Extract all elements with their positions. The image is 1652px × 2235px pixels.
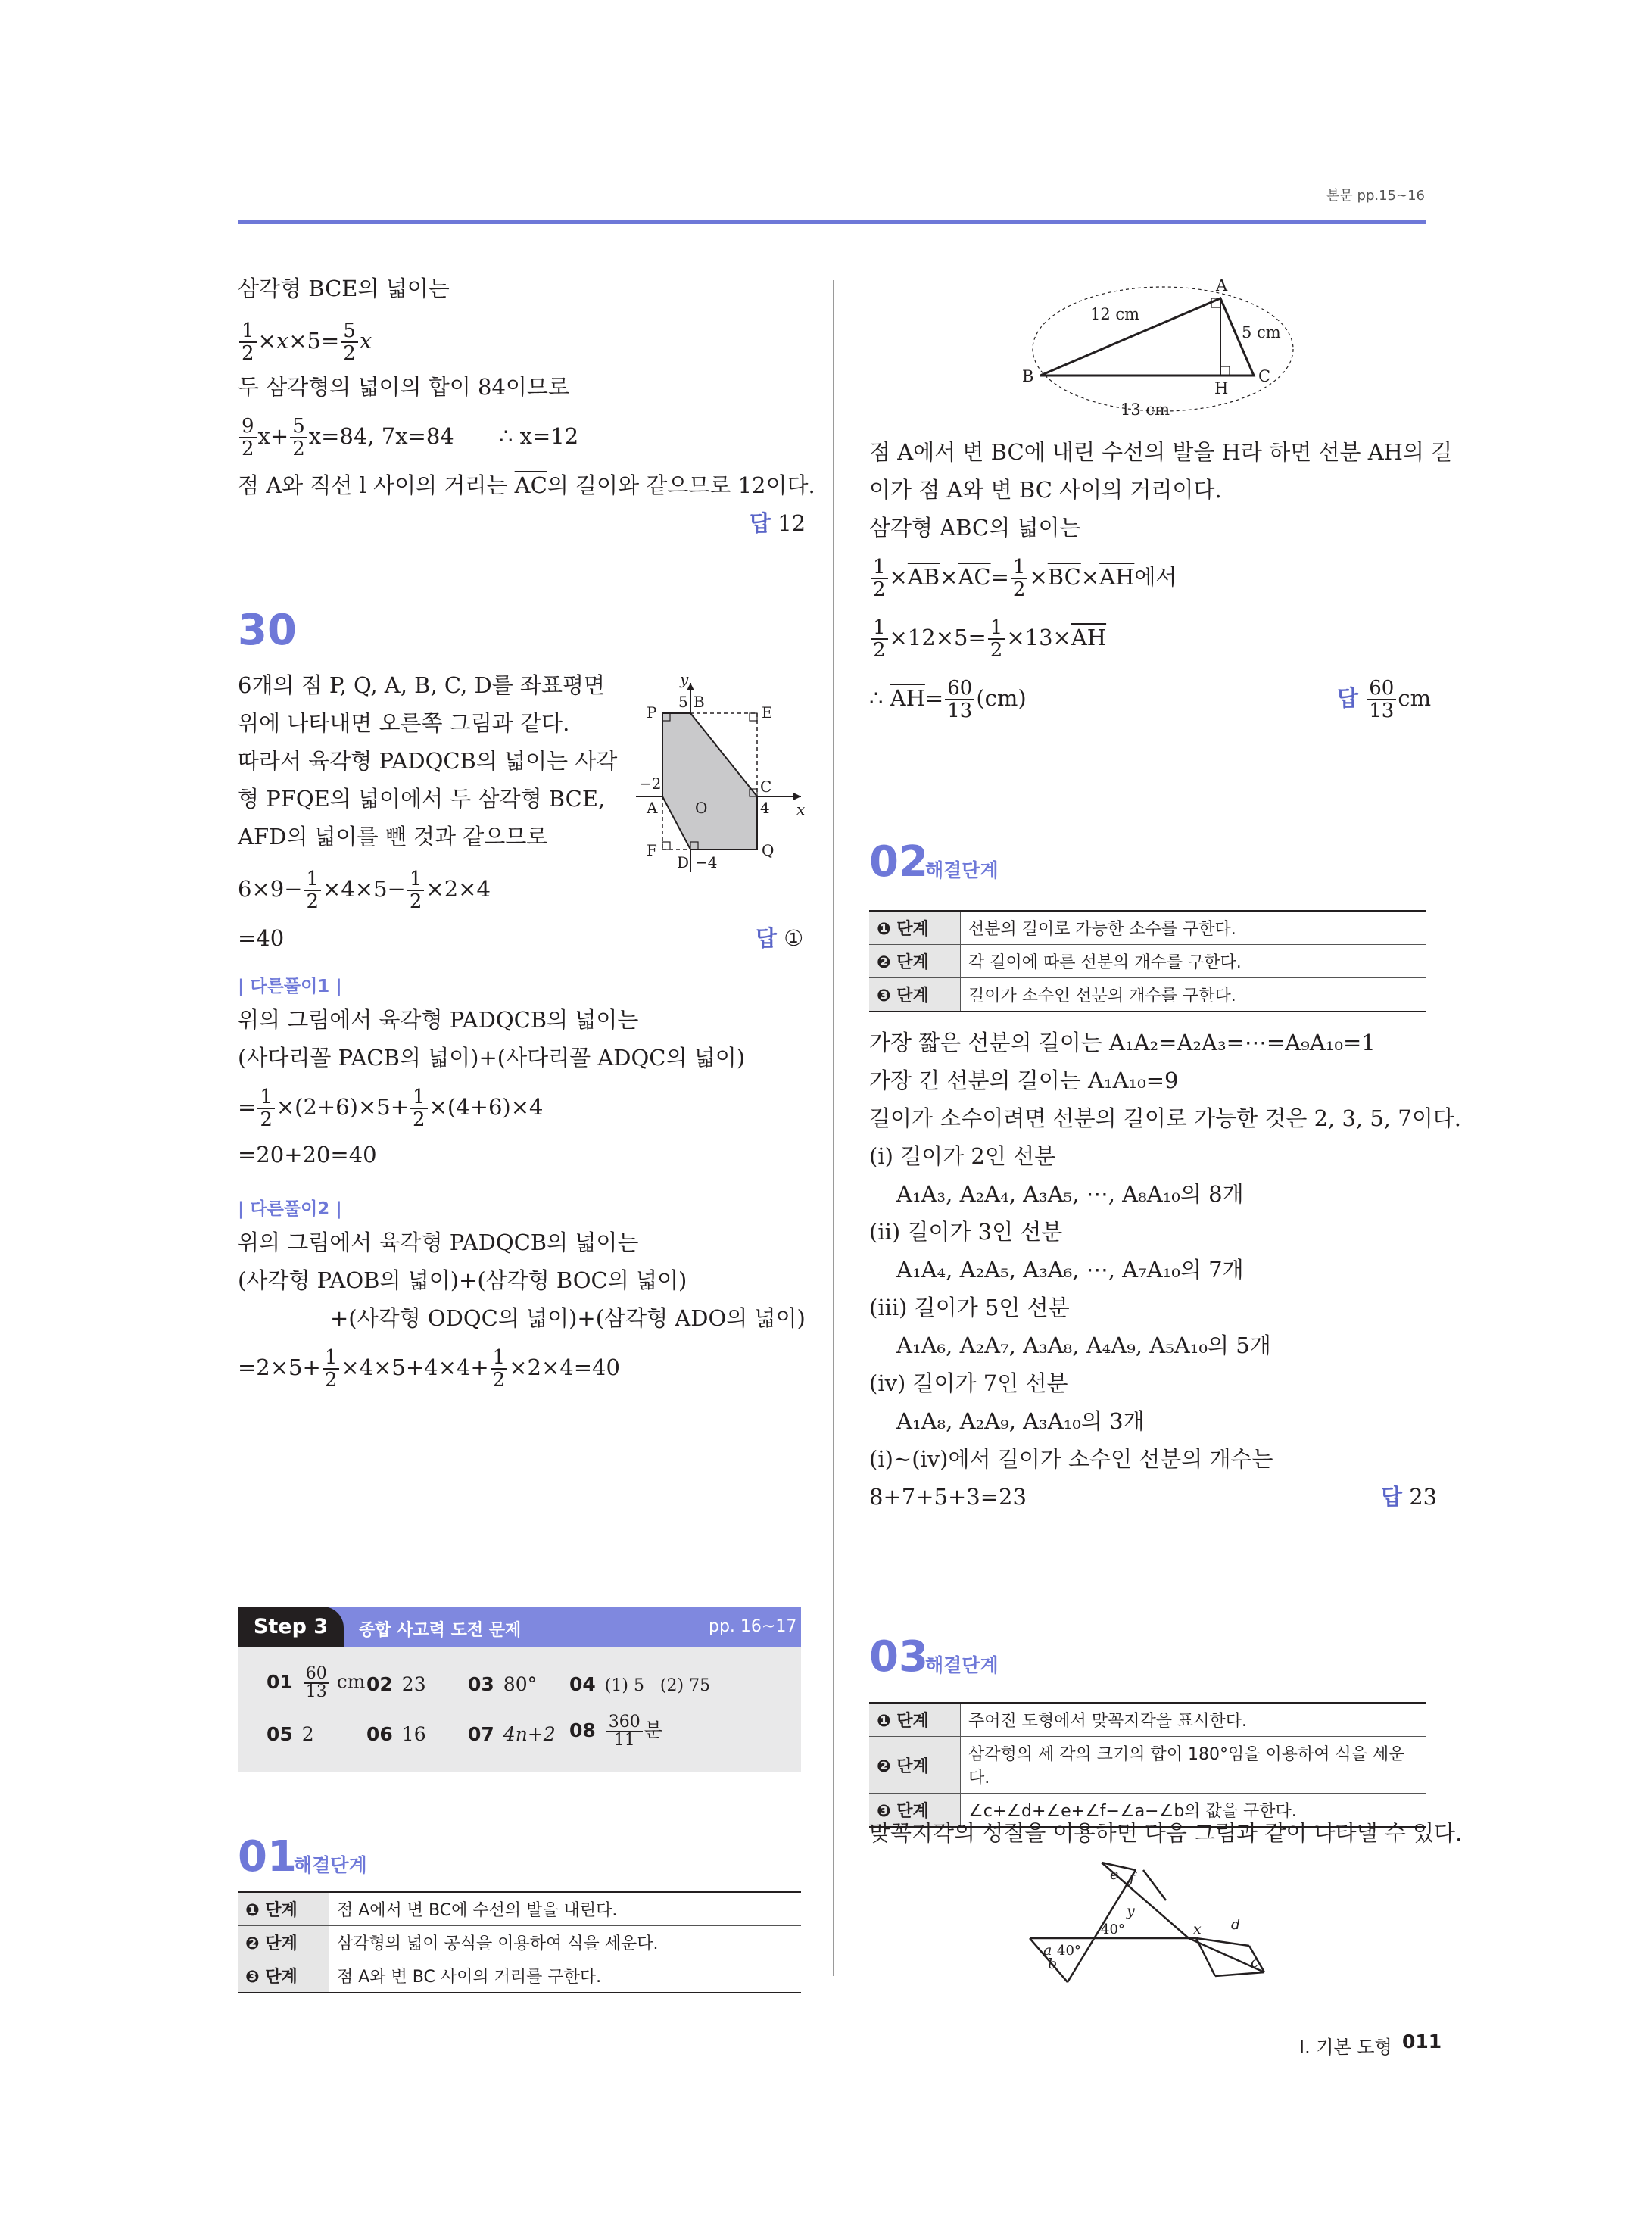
q02-case-2: (ⅱ) 길이가 3인 선분 <box>869 1219 1063 1245</box>
step-desc: 각 길이에 따른 선분의 개수를 구한다. <box>961 945 1427 978</box>
table-row <box>869 978 1426 1012</box>
pt-E: E <box>762 703 773 722</box>
answer-12 <box>750 504 806 542</box>
pt-D: D <box>677 853 690 871</box>
step3-answer-02 <box>366 1673 426 1695</box>
problem-01-label: 해결단계 <box>294 1854 367 1876</box>
step3-pages: pp. 16~17 <box>709 1617 797 1636</box>
step3-badge: Step 3 <box>238 1607 344 1647</box>
p3-a: 점 A와 직선 l 사이의 거리는 <box>238 472 515 498</box>
seg-AC: $\overline{AC}$ <box>958 564 991 590</box>
a05-val: 2 <box>301 1723 314 1745</box>
r5b: ×13× <box>1006 625 1071 650</box>
table-row <box>238 1959 801 1993</box>
alt1-line-3: = $\frac{1}{2}$ ×(2+6)×5+ $\frac{1}{2}$ ×(4+6)×4 <box>238 1086 544 1131</box>
tick-neg4: −4 <box>695 853 718 871</box>
alt2-line-1: 위의 그림에서 육각형 PADQCB의 넓이는 <box>238 1230 639 1255</box>
step-desc: 삼각형의 넓이 공식을 이용하여 식을 세운다. <box>329 1926 802 1959</box>
tri-B: B <box>1022 367 1034 385</box>
q30-result: =40 <box>238 925 285 951</box>
angles-figure <box>1022 1855 1280 1999</box>
table-row <box>238 1892 801 1926</box>
angle-x: x <box>1193 1921 1202 1937</box>
pt-B: B <box>694 693 705 711</box>
p3-ac: $\overline{AC}$ <box>514 472 547 498</box>
q02-case-3: (ⅲ) 길이가 5인 선분 <box>869 1295 1070 1320</box>
table-row <box>869 945 1426 978</box>
tri-A: A <box>1216 277 1228 295</box>
alt2-l4b: ×4×5+4×4+ <box>341 1354 489 1380</box>
r4e: = <box>990 564 1009 590</box>
q02-case-1: (ⅰ) 길이가 2인 선분 <box>869 1143 1056 1169</box>
step-key: ❸ 단계 <box>238 1959 329 1993</box>
problem-30-number: 30 <box>238 606 297 655</box>
axis-y-label: y <box>680 674 689 688</box>
a08-unit: 분 <box>644 1719 662 1741</box>
pt-C: C <box>760 778 772 796</box>
right-text-1: 점 A에서 변 BC에 내린 수선의 발을 H라 하면 선분 AH의 길 <box>869 439 1453 465</box>
tri-ans-unit: cm <box>1398 685 1432 711</box>
step-key: ❶ 단계 <box>869 1703 961 1737</box>
q02-ans-value: 23 <box>1409 1484 1438 1510</box>
q30-ans-value: ① <box>784 925 804 951</box>
seg-AH-2: $\overline{AH}$ <box>1071 625 1107 650</box>
step-key: ❶ 단계 <box>238 1892 329 1926</box>
pt-O: O <box>695 799 708 817</box>
step-desc: 주어진 도형에서 맞꼭지각을 표시한다. <box>961 1703 1427 1737</box>
q30-line-1: 6개의 점 P, Q, A, B, C, D를 좌표평면 <box>238 672 606 698</box>
alt2-label: 다른풀이2 <box>250 1199 330 1219</box>
right-eq-1: $\frac{1}{2}$ $\times\overline{AB}\times\overline{AC}=$ $\frac{1}{2}$ $\times\overline{BC}\times\overline{AH}$에서 <box>869 556 1177 600</box>
r4a: × <box>889 564 908 590</box>
angle-c: c <box>1251 1954 1259 1971</box>
q02-case-3-values: A₁A₆, A₂A₇, A₃A₈, A₄A₉, A₅A₁₀의 5개 <box>896 1333 1271 1358</box>
a01-num: 01 <box>267 1670 293 1693</box>
step3-answer-03 <box>468 1673 537 1695</box>
pt-A: A <box>647 799 658 817</box>
alt1-l3c: ×(4+6)×4 <box>429 1094 544 1120</box>
r5a: ×12×5= <box>889 625 987 650</box>
calc-start: 6×9− <box>238 876 303 902</box>
step3-answer-01: 01 $\frac{60}{13}$ cm <box>267 1664 366 1701</box>
angle-d: d <box>1231 1916 1241 1933</box>
ans-label: 답 <box>750 510 771 536</box>
q02-longest: 가장 긴 선분의 길이는 A₁A₁₀=9 <box>869 1068 1179 1093</box>
r4j: 에서 <box>1134 564 1177 590</box>
angle-a: a <box>1043 1942 1052 1959</box>
step3-answer-05 <box>267 1723 314 1745</box>
step-desc: 삼각형의 세 각의 크기의 합이 180°임을 이용하여 식을 세운다. <box>961 1737 1427 1794</box>
pt-F: F <box>647 841 657 859</box>
a02-num: 02 <box>366 1673 393 1695</box>
seg-AB: $\overline{AB}$ <box>907 564 940 590</box>
a07-val: 4n+2 <box>503 1723 556 1745</box>
problem-01-steps-table <box>238 1891 801 1993</box>
axis-x-label: x <box>796 800 806 818</box>
right-eq-2: $\frac{1}{2}$ ×12×5= $\frac{1}{2}$ $\times 13\times\overline{AH}$ <box>869 616 1106 661</box>
a05-num: 05 <box>267 1723 293 1745</box>
alt2-line-4: =2×5+ $\frac{1}{2}$ ×4×5+4×4+ $\frac{1}{2}$ ×2×4=40 <box>238 1346 620 1392</box>
q03-text: 맞꼭지각의 성질을 이용하면 다음 그림과 같이 나타낼 수 있다. <box>869 1820 1463 1846</box>
problem-03-label: 해결단계 <box>925 1654 999 1676</box>
a01-unit: cm <box>336 1670 366 1693</box>
step-key: ❶ 단계 <box>869 911 961 945</box>
step-desc: 길이가 소수인 선분의 개수를 구한다. <box>961 978 1427 1012</box>
angle-y: y <box>1127 1903 1135 1919</box>
step-desc: 선분의 길이로 가능한 소수를 구한다. <box>961 911 1427 945</box>
q02-sum-2: 8+7+5+3=23 <box>869 1484 1027 1510</box>
step-desc: 점 A와 변 BC 사이의 거리를 구한다. <box>329 1959 802 1993</box>
q02-sum-1: (ⅰ)~(ⅳ)에서 길이가 소수인 선분의 개수는 <box>869 1446 1273 1472</box>
alt2-line-3: +(사각형 ODQC의 넓이)+(삼각형 ADO의 넓이) <box>330 1305 806 1331</box>
q30-answer <box>756 919 803 957</box>
eq1-rhs: x <box>359 328 372 354</box>
alt1-l3a: = <box>238 1094 257 1120</box>
left-text-2: 두 삼각형의 넓이의 합이 84이므로 <box>238 374 569 400</box>
header-rule <box>238 220 1426 224</box>
left-eq-1: $\frac{1}{2}$ ×x×5= $\frac{5}{2}$ x <box>238 320 372 364</box>
q30-line-3: 따라서 육각형 PADQCB의 넓이는 사각 <box>238 748 618 774</box>
alt1-label: 다른풀이1 <box>250 977 330 996</box>
alt-solution-1-title: | 다른풀이1 | <box>238 977 342 996</box>
seg-BC: $\overline{BC}$ <box>1047 564 1081 590</box>
q02-shortest: 가장 짧은 선분의 길이는 A₁A₂=A₂A₃=⋯=A₉A₁₀=1 <box>869 1030 1376 1055</box>
a04-num: 04 <box>569 1673 596 1695</box>
right-eq-3: ∴ $\overline{AH}=$ $\frac{60}{13}$ (cm) <box>869 677 1027 722</box>
step-desc: ∠c+∠d+∠e+∠f−∠a−∠b의 값을 구한다. <box>961 1794 1427 1828</box>
q30-line-2: 위에 나타내면 오른쪽 그림과 같다. <box>238 710 570 736</box>
alt1-line-2: (사다리꼴 PACB의 넓이)+(사다리꼴 ADQC의 넓이) <box>238 1045 746 1071</box>
alt1-line-4: =20+20=40 <box>238 1142 377 1167</box>
tick-5: 5 <box>678 693 688 711</box>
page-number: 011 <box>1402 2031 1442 2053</box>
table-row <box>238 1926 801 1959</box>
table-row <box>869 1737 1426 1794</box>
left-eq-2: $\frac{9}{2}$ x+ $\frac{5}{2}$ x=84, 7x=84 ∴ x=12 <box>238 415 578 460</box>
r4c: × <box>940 564 958 590</box>
a03-val: 80° <box>503 1673 538 1695</box>
tri-13cm: 13 cm <box>1121 401 1170 419</box>
q30-calc: 6×9− $\frac{1}{2}$ ×4×5− $\frac{1}{2}$ ×2×4 <box>238 868 491 913</box>
eq2-a: x+ <box>257 423 289 449</box>
step3-answer-04 <box>569 1673 710 1695</box>
tick-neg2: −2 <box>639 775 662 793</box>
step-desc: 점 A에서 변 BC에 수선의 발을 내린다. <box>329 1892 802 1926</box>
pt-P: P <box>647 703 657 722</box>
q02-answer <box>1381 1478 1437 1516</box>
table-row <box>869 911 1426 945</box>
pt-Q: Q <box>762 841 775 859</box>
tri-ans-label: 답 <box>1337 685 1359 711</box>
triangle-answer: 답 $\frac{60}{13}$ cm <box>1337 677 1432 722</box>
step-key: ❷ 단계 <box>869 945 961 978</box>
a06-val: 16 <box>401 1723 426 1745</box>
step-key: ❸ 단계 <box>869 1794 961 1828</box>
angle-40-top: 40° <box>1101 1922 1125 1937</box>
problem-01-number: 01 <box>238 1832 297 1881</box>
r6c: = <box>924 685 944 711</box>
angle-f: f <box>1130 1869 1136 1886</box>
r6d: (cm) <box>976 685 1027 711</box>
angle-b: b <box>1048 1956 1058 1972</box>
seg-AH-3: $\overline{AH}$ <box>890 685 925 711</box>
problem-02-label: 해결단계 <box>925 859 999 881</box>
a02-val: 23 <box>401 1673 426 1695</box>
step3-answer-08: 08 $\frac{360}{11}$ 분 <box>569 1713 662 1750</box>
r4h: × <box>1080 564 1100 590</box>
ans-value: 12 <box>778 510 806 536</box>
tri-5cm: 5 cm <box>1242 323 1281 341</box>
q02-case-1-values: A₁A₃, A₂A₄, A₃A₅, ⋯, A₈A₁₀의 8개 <box>896 1181 1244 1207</box>
a03-num: 03 <box>468 1673 494 1695</box>
left-text-3 <box>238 466 815 504</box>
problem-03-steps-table <box>869 1702 1426 1828</box>
angle-40-bottom: 40° <box>1057 1943 1081 1959</box>
tri-12cm: 12 cm <box>1090 305 1140 323</box>
q02-ans-label: 답 <box>1381 1484 1403 1510</box>
problem-03-number: 03 <box>869 1632 928 1682</box>
step-key: ❸ 단계 <box>869 978 961 1012</box>
q30-line-4: 형 PFQE의 넓이에서 두 삼각형 BCE, <box>238 786 606 812</box>
left-text-1: 삼각형 BCE의 넓이는 <box>238 276 450 301</box>
step-key: ❷ 단계 <box>238 1926 329 1959</box>
q02-possible: 길이가 소수이려면 선분의 길이로 가능한 것은 2, 3, 5, 7이다. <box>869 1105 1461 1131</box>
eq2-c: ∴ x=12 <box>498 423 579 449</box>
triangle-figure <box>1015 277 1302 421</box>
tri-C: C <box>1258 367 1271 385</box>
step3-answer-07 <box>468 1723 556 1745</box>
angle-e: e <box>1110 1866 1119 1883</box>
a08-num: 08 <box>569 1719 596 1741</box>
therefore: ∴ <box>869 685 890 711</box>
alt1-l3b: ×(2+6)×5+ <box>276 1094 410 1120</box>
alt2-l4a: =2×5+ <box>238 1354 321 1380</box>
right-text-2: 이가 점 A와 변 BC 사이의 거리이다. <box>869 477 1222 503</box>
p3-c: 의 길이와 같으므로 12이다. <box>547 472 815 498</box>
q02-case-2-values: A₁A₄, A₂A₅, A₃A₆, ⋯, A₇A₁₀의 7개 <box>896 1257 1244 1283</box>
coordinate-graph <box>628 674 810 878</box>
footer-chapter: Ⅰ. 기본 도형 <box>1299 2037 1392 2058</box>
a07-num: 07 <box>468 1723 494 1745</box>
a04-val: (1) 5 (2) 75 <box>604 1676 711 1695</box>
q02-case-4-values: A₁A₈, A₂A₉, A₃A₁₀의 3개 <box>896 1408 1145 1434</box>
step3-title: 종합 사고력 도전 문제 <box>359 1621 522 1640</box>
page-ref: 본문 pp.15~16 <box>1326 188 1425 204</box>
column-divider <box>833 280 834 1976</box>
step3-answer-06 <box>366 1723 426 1745</box>
a06-num: 06 <box>366 1723 393 1745</box>
step-key: ❷ 단계 <box>869 1737 961 1794</box>
q30-ans-label: 답 <box>756 925 778 951</box>
alt2-l4c: ×2×4=40 <box>509 1354 620 1380</box>
tri-H: H <box>1214 379 1229 397</box>
calc-end: ×2×4 <box>425 876 491 902</box>
alt2-line-2: (사각형 PAOB의 넓이)+(삼각형 BOC의 넓이) <box>238 1267 687 1293</box>
seg-AH: $\overline{AH}$ <box>1099 564 1135 590</box>
alt-solution-2-title: | 다른풀이2 | <box>238 1199 342 1219</box>
problem-02-steps-table <box>869 910 1426 1012</box>
q30-line-5: AFD의 넓이를 뺀 것과 같으므로 <box>238 824 548 849</box>
problem-02-number: 02 <box>869 837 928 887</box>
q02-case-4: (ⅳ) 길이가 7인 선분 <box>869 1370 1068 1396</box>
alt1-line-1: 위의 그림에서 육각형 PADQCB의 넓이는 <box>238 1007 639 1033</box>
r4f: × <box>1029 564 1048 590</box>
calc-mid: ×4×5− <box>323 876 406 902</box>
right-text-3: 삼각형 ABC의 넓이는 <box>869 515 1081 541</box>
table-row <box>869 1703 1426 1737</box>
tick-4: 4 <box>760 799 770 817</box>
eq2-b: x=84, 7x=84 <box>308 423 454 449</box>
